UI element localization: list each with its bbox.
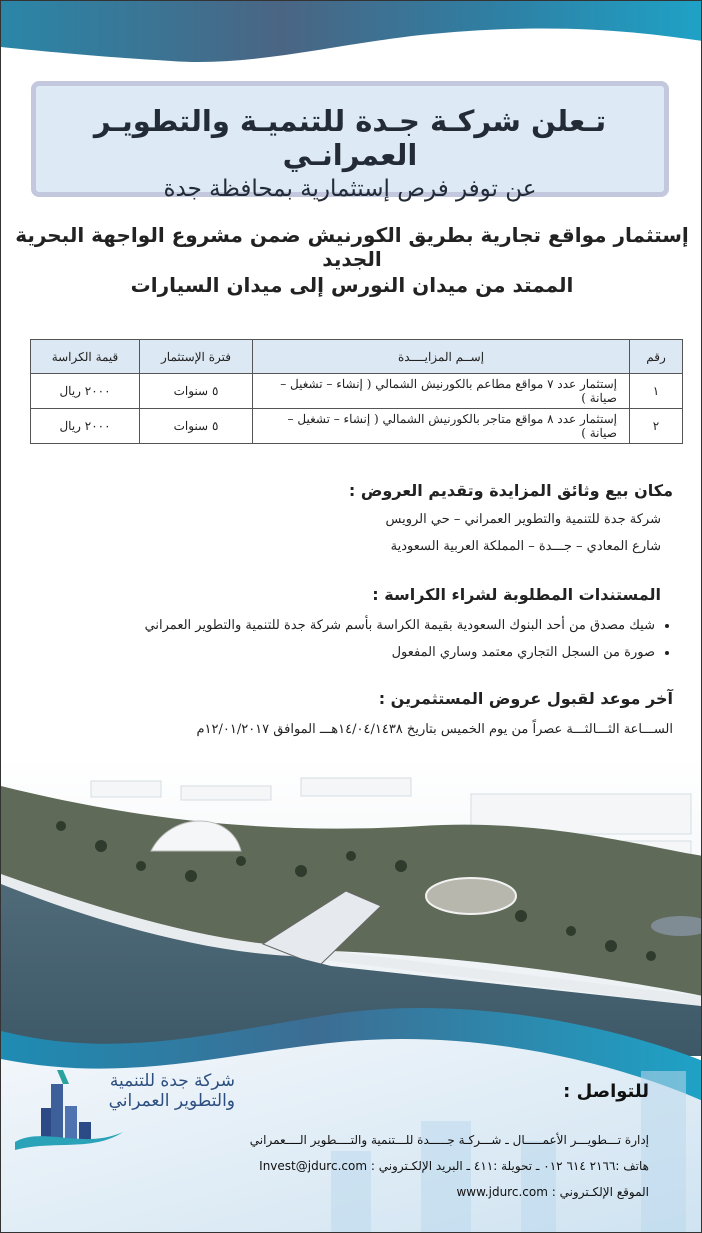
- announcement-title: تـعلن شركـة جـدة للتنميـة والتطويـر العمرانـي: [93, 104, 607, 172]
- project-headline: إستثمار مواقع تجارية بطريق الكورنيش ضمن مشروع الواجهة البحرية الجديد: [15, 223, 689, 271]
- list-item: • صورة من السجل التجاري معتمد وساري المفعول: [145, 645, 655, 660]
- top-wave-banner: [1, 1, 702, 91]
- deadline-title: آخر موعد لقبول عروض المستثمرين :: [378, 689, 673, 708]
- row-auction-name: إستثمار عدد ٧ مواقع مطاعم بالكورنيش الشمالي ( إنشاء – تشغيل – صيانة ): [253, 374, 630, 409]
- company-logo-text: [85, 1071, 235, 1111]
- sales-location-title: مكان بيع وثائق المزايدة وتقديم العروض :: [348, 481, 673, 500]
- announcement-subtitle: عن توفر فرص إستثمارية بمحافظة جدة: [163, 176, 537, 202]
- row-price: ٢٠٠٠ ريال: [31, 374, 140, 409]
- list-item: • شيك مصدق من أحد البنوك السعودية بقيمة الكراسة بأسم شركة جدة للتنمية والتطوير العمراني: [145, 618, 655, 633]
- required-docs-list: [145, 618, 673, 660]
- contact-department: إدارة تـــطويـــر الأعمـــــال ـ شـــركـة جـــــدة للـــتنمية والتــــطوير الــــعمراني: [249, 1133, 649, 1147]
- sales-location-line: شارع المعادي – جـــدة – المملكة العربية السعودية: [390, 539, 661, 554]
- contact-phone-email[interactable]: هاتف :٢١٦٦ ٦١٤ ٠١٢ ـ تحويلة :٤١١ ـ البريد الإلكـتروني : Invest@jdurc.com: [259, 1159, 649, 1173]
- sales-location-line: شركة جدة للتنمية والتطوير العمراني – حي الرويس: [385, 512, 661, 527]
- row-number: ٢: [630, 409, 683, 444]
- contact-title: للتواصل :: [563, 1081, 649, 1102]
- project-subheadline: الممتد من ميدان النورس إلى ميدان السيارات: [130, 273, 574, 297]
- logo-line1: شركة جدة للتنمية: [109, 1071, 235, 1091]
- col-booklet-price: قيمة الكراسة: [31, 340, 140, 374]
- table-row: [31, 374, 683, 409]
- announcement-title-box: [31, 81, 669, 202]
- table-row: [31, 409, 683, 444]
- auctions-table: [30, 339, 683, 444]
- deadline-text: الســـاعة الثـــالثـــة عصراً من يوم الخميس بتاريخ ١٤/٠٤/١٤٣٨هـــ الموافق ١٢/٠١/٢٠١٧م: [196, 722, 673, 737]
- row-period: ٥ سنوات: [140, 409, 253, 444]
- row-period: ٥ سنوات: [140, 374, 253, 409]
- sales-location-section: [349, 481, 673, 554]
- col-investment-period: فترة الإستثمار: [140, 340, 253, 374]
- logo-line2: والتطوير العمراني: [108, 1091, 235, 1111]
- deadline-section: [196, 689, 673, 737]
- col-number: رقم: [630, 340, 683, 374]
- row-price: ٢٠٠٠ ريال: [31, 409, 140, 444]
- col-auction-name: إســم المزايــــدة: [253, 340, 630, 374]
- required-docs-section: [145, 585, 673, 672]
- required-docs-title: المستندات المطلوبة لشراء الكراسة :: [372, 585, 661, 604]
- row-number: ١: [630, 374, 683, 409]
- table-header-row: [31, 340, 683, 374]
- contact-website[interactable]: الموقع الإلكـتروني : www.jdurc.com: [456, 1185, 649, 1199]
- row-auction-name: إستثمار عدد ٨ مواقع متاجر بالكورنيش الشمالي ( إنشاء – تشغيل – صيانة ): [253, 409, 630, 444]
